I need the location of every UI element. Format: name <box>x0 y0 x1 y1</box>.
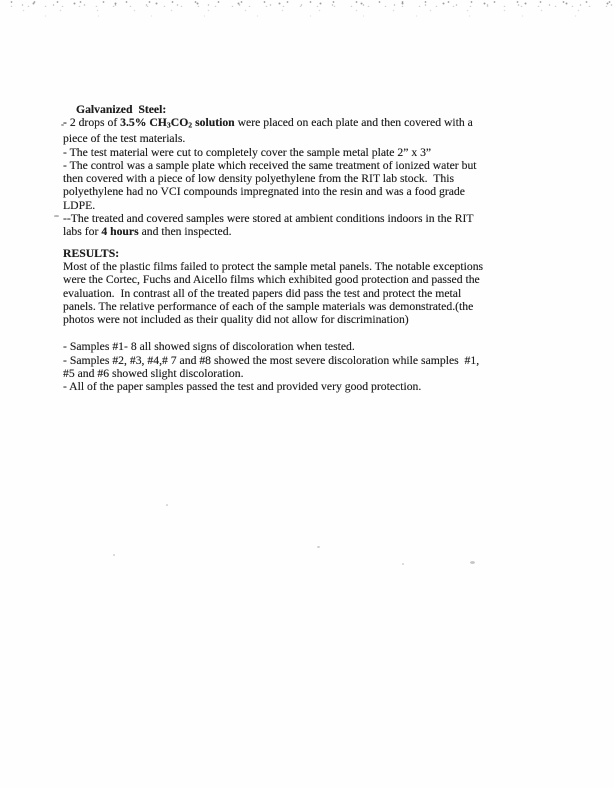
text-line: - All of the paper samples passed the test and provided very good protection. <box>63 380 422 394</box>
text-line: LDPE. <box>63 198 96 212</box>
heading-galvanized-steel <box>76 103 573 116</box>
text-line: then covered with a piece of low density polyethylene from the RIT lab stock. This <box>63 172 455 186</box>
text-line: - The test material were cut to completely cover the sample metal plate 2” x 3” <box>63 145 432 159</box>
document-text-content <box>63 103 573 394</box>
speck-lower-left <box>113 554 115 556</box>
speck-left-margin-dash <box>54 215 59 217</box>
text-line: Galvanized Steel: <box>76 103 167 116</box>
text-line: - Samples #1- 8 all showed signs of discoloration when tested. <box>63 340 355 354</box>
speck-mid-left <box>166 504 168 506</box>
results-paragraph <box>63 260 573 326</box>
heading-results <box>63 247 573 260</box>
procedure-paragraph <box>63 116 573 238</box>
results-bullet-list <box>63 340 573 393</box>
speck-lower-center <box>317 546 320 548</box>
speck-lower-mid <box>402 563 404 565</box>
text-line: - 2 drops of 3.5% $CH_3CO_2$ solution were placed on each plate and then covered with a <box>63 116 473 130</box>
text-line: Most of the plastic films failed to protect the sample metal panels. The notable exceptions <box>63 259 484 273</box>
text-line: RESULTS: <box>63 246 120 260</box>
scan-noise-secondary-band <box>0 5 614 19</box>
text-line: --The treated and covered samples were stored at ambient conditions indoors in the RIT <box>63 212 474 226</box>
speck-lower-right-squiggle <box>470 561 475 564</box>
text-line: were the Cortec, Fuchs and Aicello films which exhibited good protection and passed the <box>63 273 480 287</box>
document-blocks <box>63 103 573 394</box>
text-line: #5 and #6 showed slight discoloration. <box>63 367 244 381</box>
text-line: photos were not included as their quality did not allow for discrimination) <box>63 313 409 327</box>
speck-before-first-bullet <box>61 124 64 126</box>
text-line: - Samples #2, #3, #4,# 7 and #8 showed the most severe discoloration while samples #1, <box>63 353 480 367</box>
text-line: panels. The relative performance of each of the sample materials was demonstrated.(the <box>63 299 474 313</box>
text-line: - The control was a sample plate which received the same treatment of ionized water but <box>63 158 477 172</box>
text-line: labs for 4 hours and then inspected. <box>63 225 232 239</box>
text-line: piece of the test materials. <box>63 132 186 146</box>
text-line: evaluation. In contrast all of the treated papers did pass the test and protect the metal <box>63 286 462 300</box>
text-line: polyethylene had no VCI compounds impregnated into the resin and was a food grade <box>63 185 465 199</box>
